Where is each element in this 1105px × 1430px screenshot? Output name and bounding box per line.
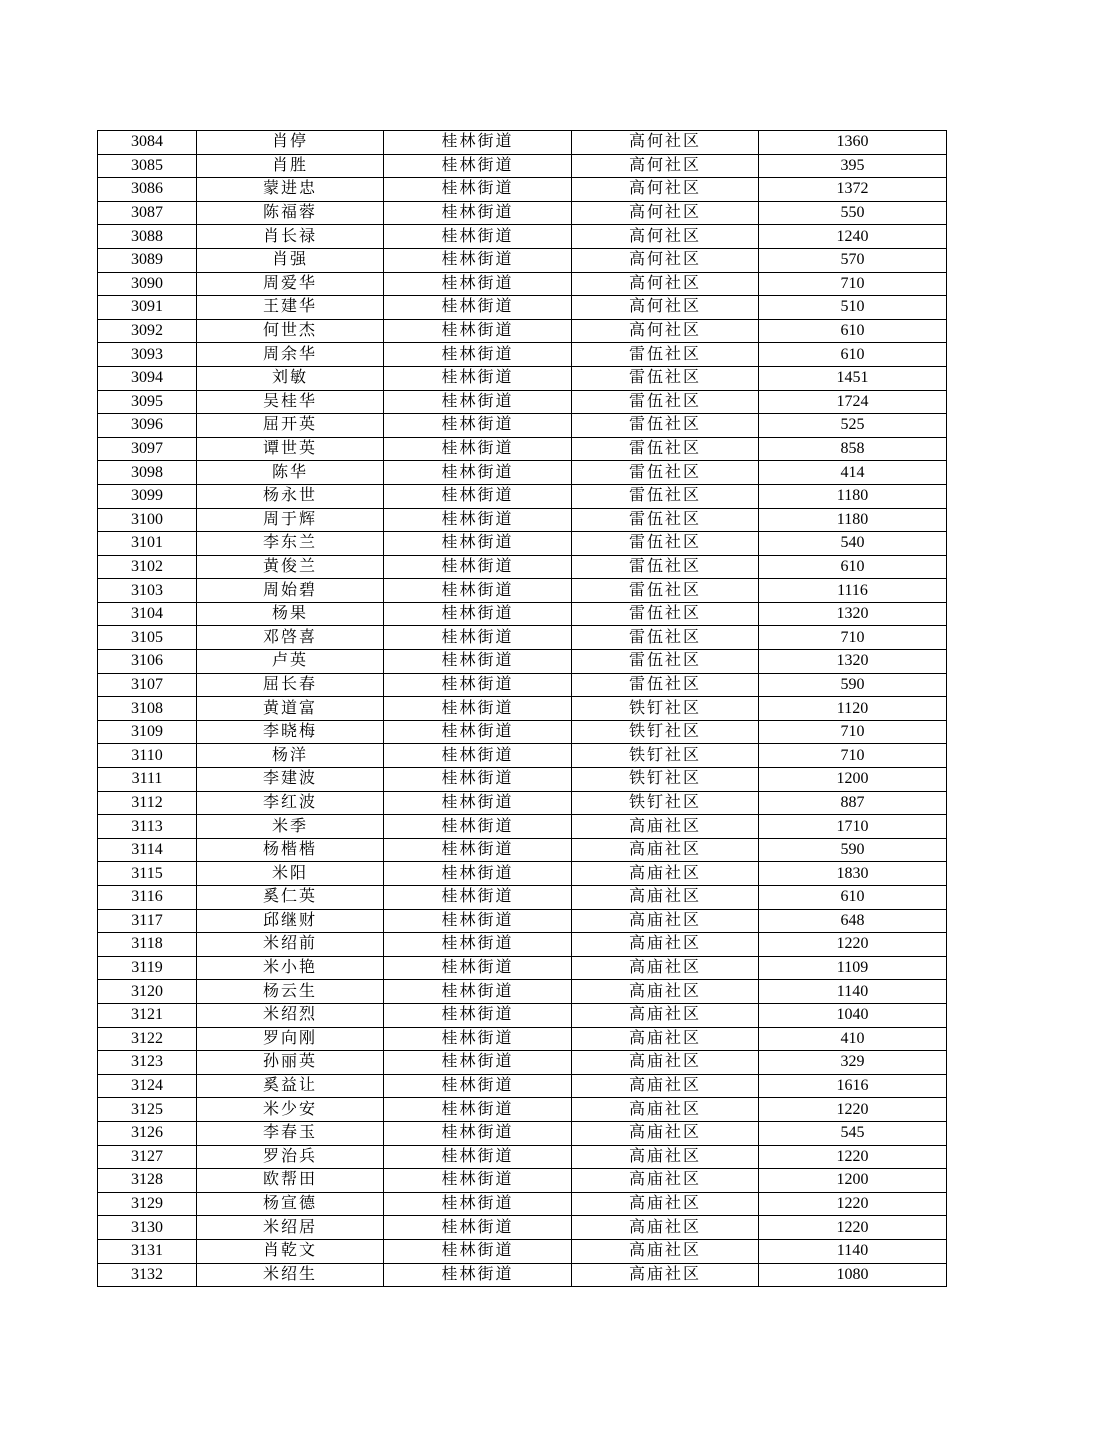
row-number-cell: 3109 xyxy=(98,720,197,744)
table-row xyxy=(98,532,947,556)
community-cell: 雷伍社区 xyxy=(572,461,759,485)
table-body xyxy=(98,131,947,1287)
community-cell: 高庙社区 xyxy=(572,1098,759,1122)
amount-cell: 1116 xyxy=(759,579,947,603)
amount-cell: 710 xyxy=(759,626,947,650)
street-cell: 桂林街道 xyxy=(384,815,572,839)
row-number-cell: 3113 xyxy=(98,815,197,839)
community-cell: 雷伍社区 xyxy=(572,343,759,367)
amount-cell: 590 xyxy=(759,673,947,697)
community-cell: 高庙社区 xyxy=(572,1263,759,1287)
row-number-cell: 3117 xyxy=(98,909,197,933)
street-cell: 桂林街道 xyxy=(384,1263,572,1287)
table-row xyxy=(98,272,947,296)
street-cell: 桂林街道 xyxy=(384,1121,572,1145)
name-cell: 周始碧 xyxy=(197,579,384,603)
row-number-cell: 3106 xyxy=(98,650,197,674)
row-number-cell: 3119 xyxy=(98,956,197,980)
amount-cell: 1140 xyxy=(759,980,947,1004)
community-cell: 高何社区 xyxy=(572,319,759,343)
amount-cell: 1180 xyxy=(759,508,947,532)
street-cell: 桂林街道 xyxy=(384,579,572,603)
row-number-cell: 3125 xyxy=(98,1098,197,1122)
name-cell: 欧帮田 xyxy=(197,1169,384,1193)
row-number-cell: 3128 xyxy=(98,1169,197,1193)
community-cell: 高庙社区 xyxy=(572,1074,759,1098)
amount-cell: 1616 xyxy=(759,1074,947,1098)
community-cell: 铁钉社区 xyxy=(572,791,759,815)
table-row xyxy=(98,178,947,202)
name-cell: 奚仁英 xyxy=(197,886,384,910)
street-cell: 桂林街道 xyxy=(384,390,572,414)
row-number-cell: 3111 xyxy=(98,768,197,792)
community-cell: 高何社区 xyxy=(572,131,759,155)
name-cell: 米绍居 xyxy=(197,1216,384,1240)
amount-cell: 1724 xyxy=(759,390,947,414)
table-row xyxy=(98,296,947,320)
community-cell: 雷伍社区 xyxy=(572,414,759,438)
row-number-cell: 3129 xyxy=(98,1192,197,1216)
name-cell: 卢英 xyxy=(197,650,384,674)
row-number-cell: 3103 xyxy=(98,579,197,603)
street-cell: 桂林街道 xyxy=(384,1216,572,1240)
street-cell: 桂林街道 xyxy=(384,768,572,792)
community-cell: 高何社区 xyxy=(572,201,759,225)
street-cell: 桂林街道 xyxy=(384,791,572,815)
table-row xyxy=(98,319,947,343)
row-number-cell: 3132 xyxy=(98,1263,197,1287)
name-cell: 杨果 xyxy=(197,602,384,626)
street-cell: 桂林街道 xyxy=(384,744,572,768)
amount-cell: 540 xyxy=(759,532,947,556)
community-cell: 高庙社区 xyxy=(572,1003,759,1027)
amount-cell: 1220 xyxy=(759,1098,947,1122)
community-cell: 高庙社区 xyxy=(572,815,759,839)
street-cell: 桂林街道 xyxy=(384,131,572,155)
amount-cell: 590 xyxy=(759,838,947,862)
community-cell: 雷伍社区 xyxy=(572,484,759,508)
table-row xyxy=(98,555,947,579)
community-cell: 高庙社区 xyxy=(572,862,759,886)
name-cell: 罗治兵 xyxy=(197,1145,384,1169)
community-cell: 雷伍社区 xyxy=(572,626,759,650)
community-cell: 高庙社区 xyxy=(572,1239,759,1263)
row-number-cell: 3091 xyxy=(98,296,197,320)
row-number-cell: 3101 xyxy=(98,532,197,556)
row-number-cell: 3124 xyxy=(98,1074,197,1098)
amount-cell: 1109 xyxy=(759,956,947,980)
table-row xyxy=(98,815,947,839)
name-cell: 蒙进忠 xyxy=(197,178,384,202)
table-row xyxy=(98,956,947,980)
street-cell: 桂林街道 xyxy=(384,980,572,1004)
name-cell: 肖长禄 xyxy=(197,225,384,249)
row-number-cell: 3112 xyxy=(98,791,197,815)
amount-cell: 1360 xyxy=(759,131,947,155)
name-cell: 米季 xyxy=(197,815,384,839)
name-cell: 杨楷楷 xyxy=(197,838,384,862)
name-cell: 何世杰 xyxy=(197,319,384,343)
community-cell: 高庙社区 xyxy=(572,1121,759,1145)
row-number-cell: 3095 xyxy=(98,390,197,414)
row-number-cell: 3126 xyxy=(98,1121,197,1145)
name-cell: 李建波 xyxy=(197,768,384,792)
row-number-cell: 3099 xyxy=(98,484,197,508)
community-cell: 高庙社区 xyxy=(572,1145,759,1169)
amount-cell: 510 xyxy=(759,296,947,320)
row-number-cell: 3105 xyxy=(98,626,197,650)
row-number-cell: 3108 xyxy=(98,697,197,721)
name-cell: 李晓梅 xyxy=(197,720,384,744)
table-row xyxy=(98,154,947,178)
name-cell: 屈长春 xyxy=(197,673,384,697)
street-cell: 桂林街道 xyxy=(384,909,572,933)
table-row xyxy=(98,1003,947,1027)
street-cell: 桂林街道 xyxy=(384,673,572,697)
table-row xyxy=(98,248,947,272)
community-cell: 雷伍社区 xyxy=(572,650,759,674)
amount-cell: 887 xyxy=(759,791,947,815)
community-cell: 铁钉社区 xyxy=(572,744,759,768)
table-row xyxy=(98,602,947,626)
name-cell: 陈福蓉 xyxy=(197,201,384,225)
community-cell: 雷伍社区 xyxy=(572,555,759,579)
table-row xyxy=(98,1121,947,1145)
street-cell: 桂林街道 xyxy=(384,838,572,862)
street-cell: 桂林街道 xyxy=(384,1239,572,1263)
table-row xyxy=(98,579,947,603)
street-cell: 桂林街道 xyxy=(384,437,572,461)
amount-cell: 1320 xyxy=(759,650,947,674)
street-cell: 桂林街道 xyxy=(384,248,572,272)
amount-cell: 1040 xyxy=(759,1003,947,1027)
street-cell: 桂林街道 xyxy=(384,272,572,296)
street-cell: 桂林街道 xyxy=(384,650,572,674)
community-cell: 高庙社区 xyxy=(572,838,759,862)
row-number-cell: 3127 xyxy=(98,1145,197,1169)
name-cell: 李东兰 xyxy=(197,532,384,556)
street-cell: 桂林街道 xyxy=(384,154,572,178)
name-cell: 奚益让 xyxy=(197,1074,384,1098)
name-cell: 周余华 xyxy=(197,343,384,367)
row-number-cell: 3131 xyxy=(98,1239,197,1263)
community-cell: 高庙社区 xyxy=(572,980,759,1004)
name-cell: 孙丽英 xyxy=(197,1051,384,1075)
amount-cell: 329 xyxy=(759,1051,947,1075)
amount-cell: 570 xyxy=(759,248,947,272)
amount-cell: 1200 xyxy=(759,768,947,792)
table-row xyxy=(98,1192,947,1216)
row-number-cell: 3096 xyxy=(98,414,197,438)
community-cell: 雷伍社区 xyxy=(572,366,759,390)
name-cell: 邱继财 xyxy=(197,909,384,933)
row-number-cell: 3114 xyxy=(98,838,197,862)
table-row xyxy=(98,461,947,485)
table-row xyxy=(98,366,947,390)
street-cell: 桂林街道 xyxy=(384,343,572,367)
table-row xyxy=(98,201,947,225)
row-number-cell: 3110 xyxy=(98,744,197,768)
row-number-cell: 3085 xyxy=(98,154,197,178)
row-number-cell: 3097 xyxy=(98,437,197,461)
amount-cell: 1710 xyxy=(759,815,947,839)
community-cell: 高庙社区 xyxy=(572,886,759,910)
street-cell: 桂林街道 xyxy=(384,1169,572,1193)
name-cell: 罗向刚 xyxy=(197,1027,384,1051)
name-cell: 米绍烈 xyxy=(197,1003,384,1027)
name-cell: 米小艳 xyxy=(197,956,384,980)
table-row xyxy=(98,414,947,438)
street-cell: 桂林街道 xyxy=(384,296,572,320)
amount-cell: 545 xyxy=(759,1121,947,1145)
name-cell: 李春玉 xyxy=(197,1121,384,1145)
row-number-cell: 3121 xyxy=(98,1003,197,1027)
street-cell: 桂林街道 xyxy=(384,933,572,957)
community-cell: 高何社区 xyxy=(572,248,759,272)
community-cell: 高庙社区 xyxy=(572,909,759,933)
street-cell: 桂林街道 xyxy=(384,508,572,532)
row-number-cell: 3092 xyxy=(98,319,197,343)
amount-cell: 1120 xyxy=(759,697,947,721)
community-cell: 雷伍社区 xyxy=(572,390,759,414)
name-cell: 李红波 xyxy=(197,791,384,815)
table-row xyxy=(98,886,947,910)
table-row xyxy=(98,508,947,532)
name-cell: 米少安 xyxy=(197,1098,384,1122)
street-cell: 桂林街道 xyxy=(384,956,572,980)
street-cell: 桂林街道 xyxy=(384,532,572,556)
community-cell: 高何社区 xyxy=(572,225,759,249)
row-number-cell: 3118 xyxy=(98,933,197,957)
community-cell: 高何社区 xyxy=(572,296,759,320)
community-cell: 高庙社区 xyxy=(572,1169,759,1193)
street-cell: 桂林街道 xyxy=(384,1074,572,1098)
table-row xyxy=(98,225,947,249)
amount-cell: 1240 xyxy=(759,225,947,249)
amount-cell: 610 xyxy=(759,343,947,367)
street-cell: 桂林街道 xyxy=(384,1098,572,1122)
name-cell: 肖胜 xyxy=(197,154,384,178)
amount-cell: 395 xyxy=(759,154,947,178)
row-number-cell: 3088 xyxy=(98,225,197,249)
table-row xyxy=(98,673,947,697)
row-number-cell: 3122 xyxy=(98,1027,197,1051)
street-cell: 桂林街道 xyxy=(384,461,572,485)
name-cell: 杨云生 xyxy=(197,980,384,1004)
data-table xyxy=(97,130,947,1287)
street-cell: 桂林街道 xyxy=(384,201,572,225)
amount-cell: 1372 xyxy=(759,178,947,202)
table-row xyxy=(98,909,947,933)
table-row xyxy=(98,1051,947,1075)
table-row xyxy=(98,838,947,862)
community-cell: 铁钉社区 xyxy=(572,768,759,792)
street-cell: 桂林街道 xyxy=(384,414,572,438)
table-row xyxy=(98,768,947,792)
name-cell: 肖停 xyxy=(197,131,384,155)
amount-cell: 610 xyxy=(759,555,947,579)
amount-cell: 1451 xyxy=(759,366,947,390)
amount-cell: 1200 xyxy=(759,1169,947,1193)
amount-cell: 710 xyxy=(759,720,947,744)
table-row xyxy=(98,1216,947,1240)
table-row xyxy=(98,626,947,650)
name-cell: 谭世英 xyxy=(197,437,384,461)
row-number-cell: 3104 xyxy=(98,602,197,626)
name-cell: 周于辉 xyxy=(197,508,384,532)
name-cell: 米绍前 xyxy=(197,933,384,957)
community-cell: 铁钉社区 xyxy=(572,720,759,744)
name-cell: 肖强 xyxy=(197,248,384,272)
amount-cell: 1080 xyxy=(759,1263,947,1287)
table-row xyxy=(98,933,947,957)
table-row xyxy=(98,1145,947,1169)
community-cell: 雷伍社区 xyxy=(572,437,759,461)
amount-cell: 1220 xyxy=(759,1192,947,1216)
table-row xyxy=(98,791,947,815)
name-cell: 米绍生 xyxy=(197,1263,384,1287)
name-cell: 吴桂华 xyxy=(197,390,384,414)
street-cell: 桂林街道 xyxy=(384,1027,572,1051)
row-number-cell: 3100 xyxy=(98,508,197,532)
community-cell: 高何社区 xyxy=(572,178,759,202)
community-cell: 高庙社区 xyxy=(572,956,759,980)
table-row xyxy=(98,437,947,461)
row-number-cell: 3093 xyxy=(98,343,197,367)
row-number-cell: 3120 xyxy=(98,980,197,1004)
table-row xyxy=(98,1074,947,1098)
community-cell: 雷伍社区 xyxy=(572,532,759,556)
street-cell: 桂林街道 xyxy=(384,1145,572,1169)
street-cell: 桂林街道 xyxy=(384,862,572,886)
table-row xyxy=(98,343,947,367)
row-number-cell: 3107 xyxy=(98,673,197,697)
name-cell: 屈开英 xyxy=(197,414,384,438)
street-cell: 桂林街道 xyxy=(384,602,572,626)
table-row xyxy=(98,697,947,721)
table-row xyxy=(98,1098,947,1122)
street-cell: 桂林街道 xyxy=(384,626,572,650)
community-cell: 高庙社区 xyxy=(572,1192,759,1216)
row-number-cell: 3086 xyxy=(98,178,197,202)
street-cell: 桂林街道 xyxy=(384,697,572,721)
amount-cell: 1220 xyxy=(759,1145,947,1169)
amount-cell: 550 xyxy=(759,201,947,225)
table-row xyxy=(98,862,947,886)
street-cell: 桂林街道 xyxy=(384,555,572,579)
street-cell: 桂林街道 xyxy=(384,720,572,744)
name-cell: 刘敏 xyxy=(197,366,384,390)
community-cell: 雷伍社区 xyxy=(572,602,759,626)
community-cell: 雷伍社区 xyxy=(572,673,759,697)
name-cell: 杨洋 xyxy=(197,744,384,768)
street-cell: 桂林街道 xyxy=(384,484,572,508)
row-number-cell: 3115 xyxy=(98,862,197,886)
name-cell: 王建华 xyxy=(197,296,384,320)
table-row xyxy=(98,390,947,414)
amount-cell: 1220 xyxy=(759,1216,947,1240)
amount-cell: 858 xyxy=(759,437,947,461)
amount-cell: 1830 xyxy=(759,862,947,886)
table-row xyxy=(98,744,947,768)
community-cell: 雷伍社区 xyxy=(572,579,759,603)
table-row xyxy=(98,1169,947,1193)
community-cell: 高庙社区 xyxy=(572,1027,759,1051)
amount-cell: 1320 xyxy=(759,602,947,626)
amount-cell: 414 xyxy=(759,461,947,485)
name-cell: 米阳 xyxy=(197,862,384,886)
table-row xyxy=(98,1239,947,1263)
table-row xyxy=(98,1027,947,1051)
table-row xyxy=(98,720,947,744)
name-cell: 黄俊兰 xyxy=(197,555,384,579)
name-cell: 肖乾文 xyxy=(197,1239,384,1263)
amount-cell: 1220 xyxy=(759,933,947,957)
street-cell: 桂林街道 xyxy=(384,225,572,249)
community-cell: 高庙社区 xyxy=(572,1216,759,1240)
row-number-cell: 3090 xyxy=(98,272,197,296)
name-cell: 周爱华 xyxy=(197,272,384,296)
community-cell: 高何社区 xyxy=(572,154,759,178)
row-number-cell: 3089 xyxy=(98,248,197,272)
amount-cell: 610 xyxy=(759,319,947,343)
table-row xyxy=(98,1263,947,1287)
street-cell: 桂林街道 xyxy=(384,319,572,343)
table-row xyxy=(98,131,947,155)
community-cell: 高庙社区 xyxy=(572,933,759,957)
table-row xyxy=(98,980,947,1004)
amount-cell: 525 xyxy=(759,414,947,438)
amount-cell: 610 xyxy=(759,886,947,910)
row-number-cell: 3123 xyxy=(98,1051,197,1075)
street-cell: 桂林街道 xyxy=(384,1003,572,1027)
community-cell: 高何社区 xyxy=(572,272,759,296)
community-cell: 雷伍社区 xyxy=(572,508,759,532)
table-row xyxy=(98,650,947,674)
row-number-cell: 3116 xyxy=(98,886,197,910)
row-number-cell: 3102 xyxy=(98,555,197,579)
amount-cell: 710 xyxy=(759,744,947,768)
name-cell: 邓啓喜 xyxy=(197,626,384,650)
amount-cell: 1180 xyxy=(759,484,947,508)
street-cell: 桂林街道 xyxy=(384,1051,572,1075)
amount-cell: 710 xyxy=(759,272,947,296)
community-cell: 高庙社区 xyxy=(572,1051,759,1075)
street-cell: 桂林街道 xyxy=(384,178,572,202)
amount-cell: 410 xyxy=(759,1027,947,1051)
table-row xyxy=(98,484,947,508)
name-cell: 陈华 xyxy=(197,461,384,485)
street-cell: 桂林街道 xyxy=(384,886,572,910)
community-cell: 铁钉社区 xyxy=(572,697,759,721)
name-cell: 杨永世 xyxy=(197,484,384,508)
row-number-cell: 3130 xyxy=(98,1216,197,1240)
amount-cell: 648 xyxy=(759,909,947,933)
name-cell: 杨宣德 xyxy=(197,1192,384,1216)
row-number-cell: 3098 xyxy=(98,461,197,485)
name-cell: 黄道富 xyxy=(197,697,384,721)
amount-cell: 1140 xyxy=(759,1239,947,1263)
street-cell: 桂林街道 xyxy=(384,366,572,390)
street-cell: 桂林街道 xyxy=(384,1192,572,1216)
row-number-cell: 3094 xyxy=(98,366,197,390)
row-number-cell: 3087 xyxy=(98,201,197,225)
row-number-cell: 3084 xyxy=(98,131,197,155)
